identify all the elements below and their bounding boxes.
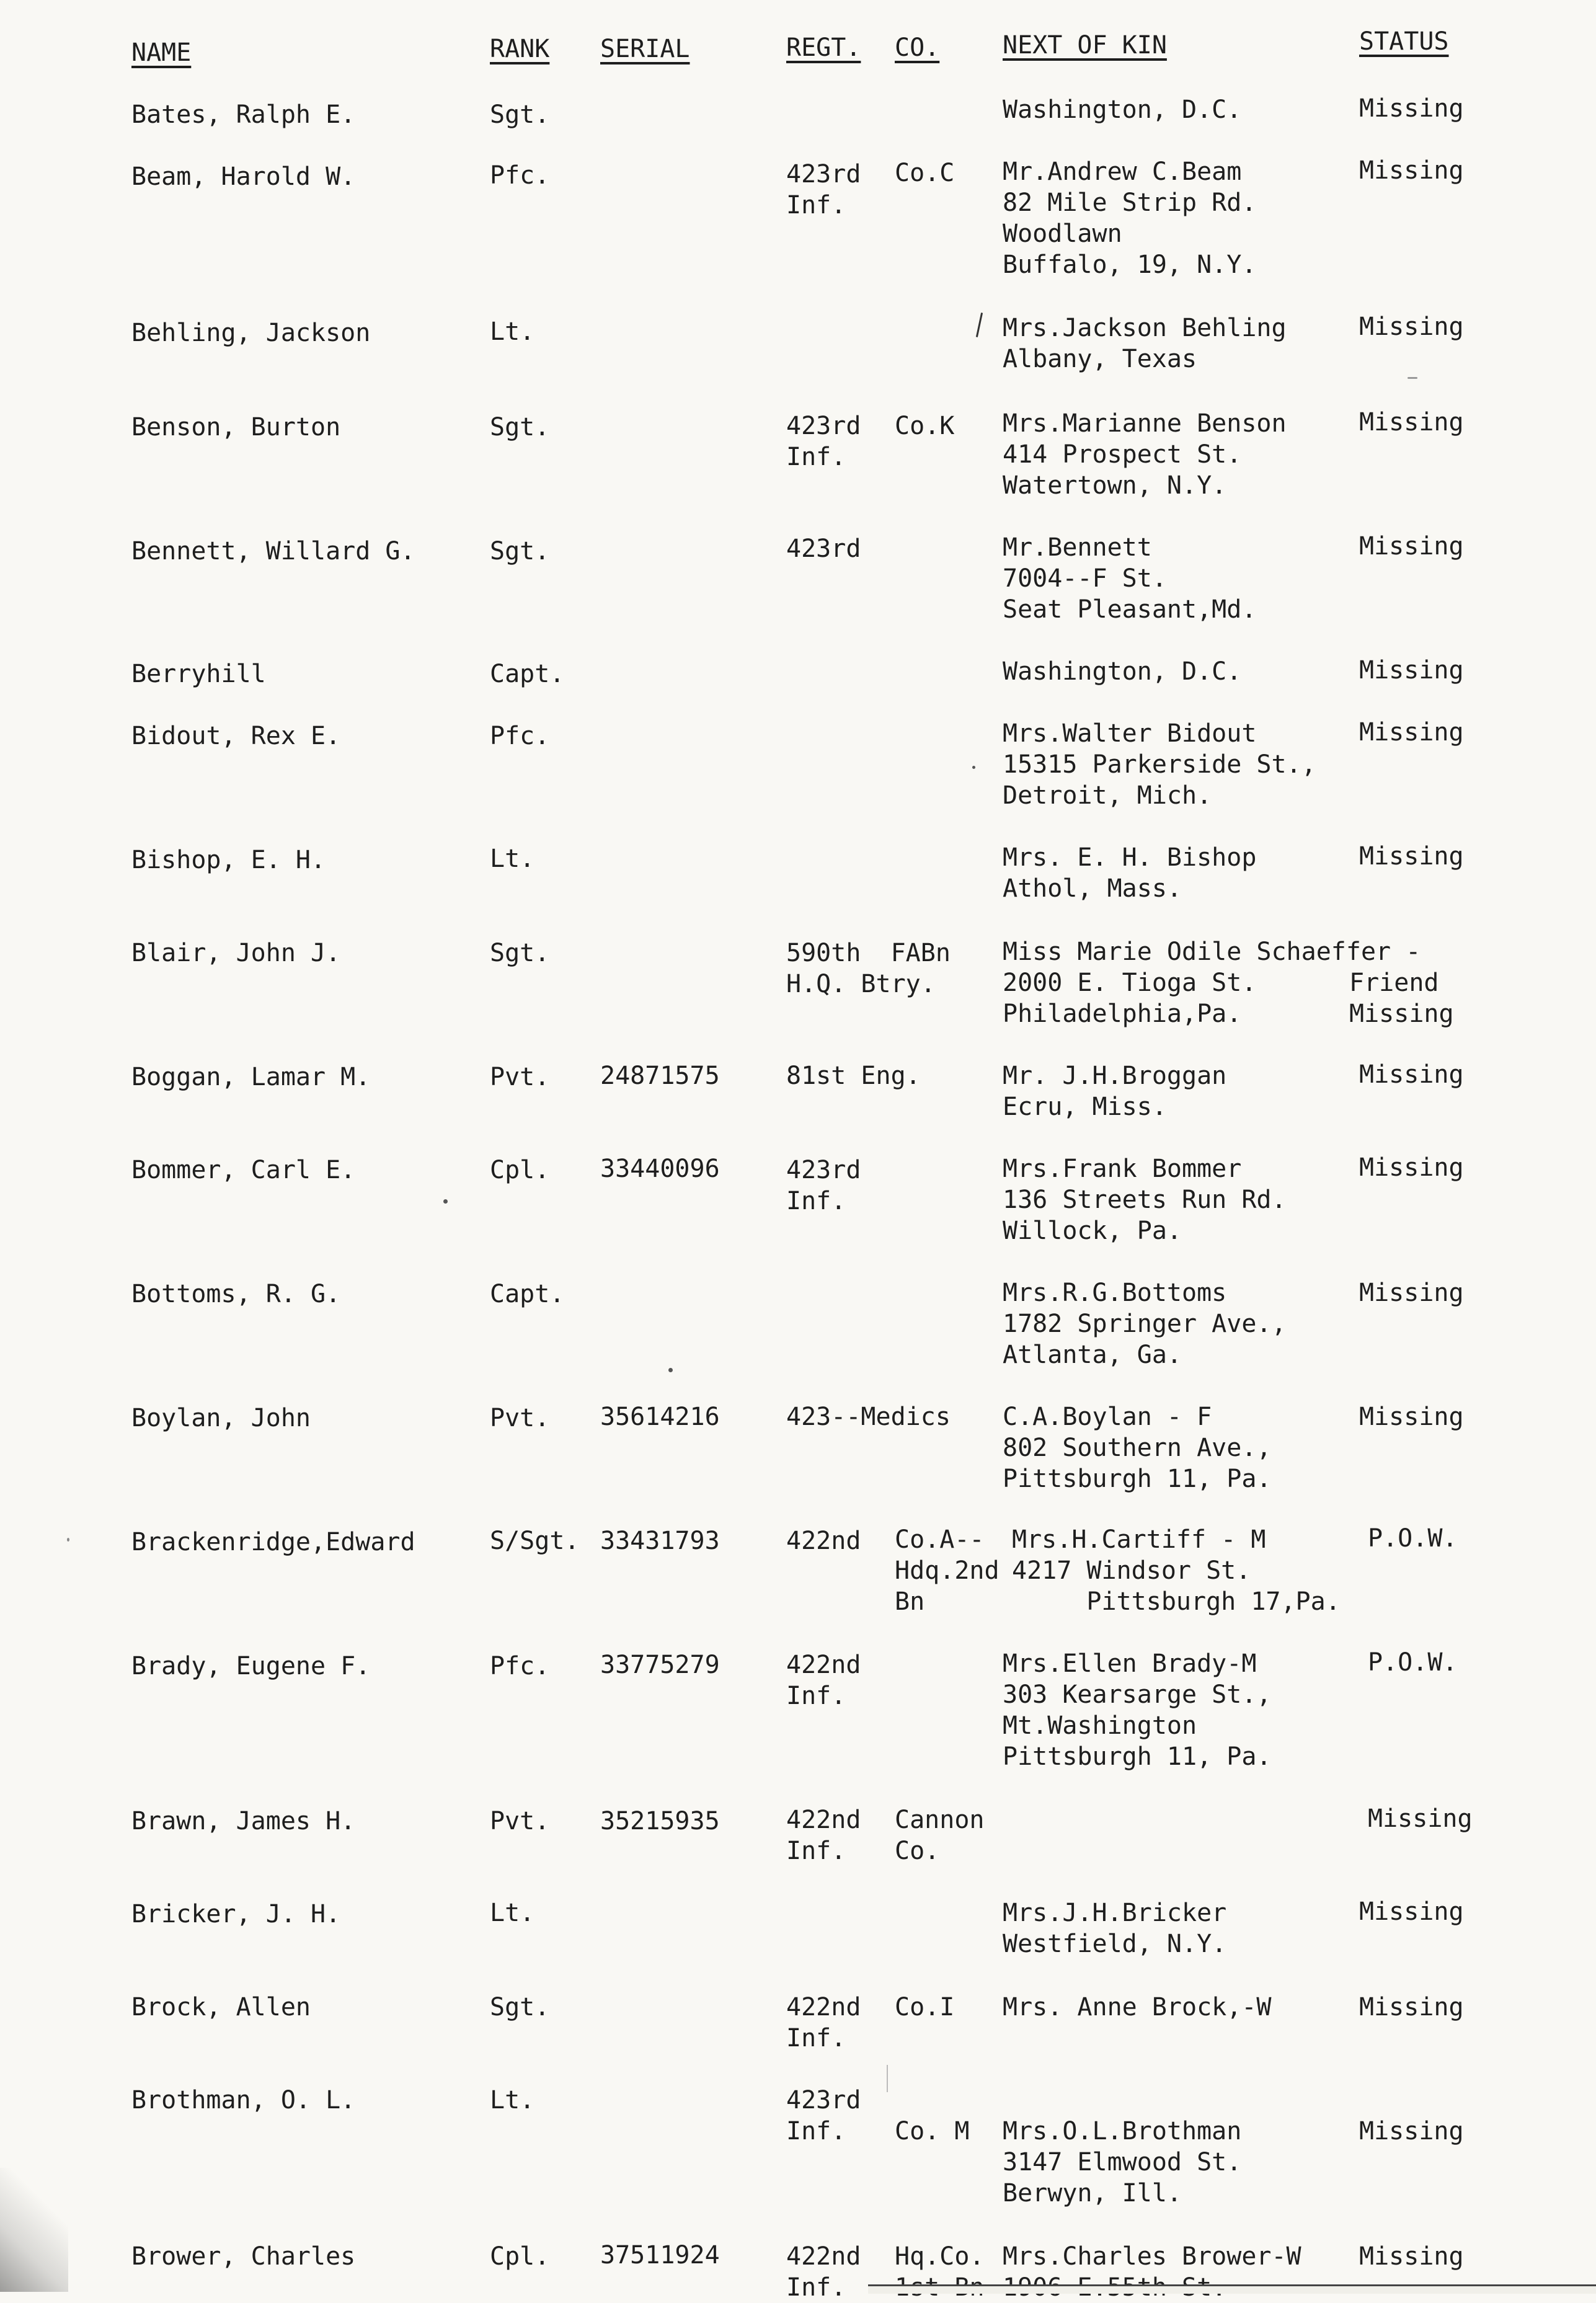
cell-rank: Pfc.: [490, 722, 550, 750]
cell-name: Behling, Jackson: [131, 319, 371, 347]
cell-status: P.O.W.: [1368, 1648, 1458, 1677]
cell-name: Bommer, Carl E.: [131, 1156, 356, 1184]
cell-next-of-kin: Mrs.Frank Bommer 136 Streets Run Rd. Willock, Pa.: [1003, 1155, 1287, 1245]
header-serial: SERIAL: [600, 35, 690, 63]
cell-next-of-kin: Mr.Andrew C.Beam 82 Mile Strip Rd. Woodlawn Buffalo, 19, N.Y.: [1003, 158, 1257, 279]
cell-next-of-kin: Mrs. Anne Brock,-W: [1003, 1993, 1272, 2021]
cell-regt: 590th FABn H.Q. Btry.: [786, 939, 951, 998]
cell-regt: 422nd Inf.: [786, 1993, 861, 2052]
cell-rank: Lt.: [490, 2086, 535, 2114]
cell-rank: Pvt.: [490, 1807, 550, 1835]
cell-status: Missing: [1359, 313, 1464, 341]
cell-co: Co.A-- Hdq.2nd Bn: [895, 1525, 1000, 1616]
cell-rank: Lt.: [490, 1899, 535, 1927]
cell-status: Missing: [1359, 2117, 1464, 2145]
cell-regt: 423rd Inf.: [786, 412, 861, 471]
cell-status: Missing: [1368, 1804, 1473, 1833]
cell-name: Bidout, Rex E.: [131, 722, 341, 750]
cell-status: Missing: [1359, 1060, 1464, 1089]
scan-speck: [1408, 377, 1417, 379]
cell-co: Co.K: [895, 412, 955, 440]
cell-next-of-kin: Mrs.Charles Brower-W: [1003, 2242, 1301, 2271]
header-next-of-kin: NEXT OF KIN: [1003, 31, 1167, 60]
cell-name: Brawn, James H.: [131, 1807, 356, 1835]
cell-name: Beam, Harold W.: [131, 162, 356, 191]
cell-name: Boggan, Lamar M.: [131, 1063, 371, 1091]
cell-serial: 33440096: [600, 1155, 720, 1183]
cell-name: Brock, Allen: [131, 1993, 311, 2021]
cell-status: Missing: [1359, 2242, 1464, 2271]
cell-rank: Sgt.: [490, 100, 550, 129]
cell-next-of-kin: Washington, D.C.: [1003, 657, 1242, 686]
cell-status: Missing: [1359, 656, 1464, 685]
header-status: STATUS: [1359, 27, 1449, 56]
cell-name: Blair, John J.: [131, 939, 341, 967]
cell-status: Missing: [1359, 94, 1464, 123]
cell-rank: Pvt.: [490, 1063, 550, 1091]
cell-rank: Pfc.: [490, 161, 550, 190]
cell-next-of-kin: Mrs.J.H.Bricker Westfield, N.Y.: [1003, 1899, 1227, 1958]
cell-serial: 35215935: [600, 1807, 720, 1835]
cell-serial: 33431793: [600, 1527, 720, 1555]
cell-rank: Pfc.: [490, 1652, 550, 1680]
scan-speck: [972, 766, 975, 769]
cell-name: Bricker, J. H.: [131, 1900, 341, 1928]
pen-mark: [976, 313, 983, 337]
cell-status: Missing: [1359, 1993, 1464, 2021]
cell-rank: Sgt.: [490, 939, 550, 967]
scan-speck: [443, 1199, 448, 1204]
header-rank: RANK: [490, 35, 550, 63]
cell-status: Missing: [1359, 718, 1464, 747]
cell-status: Missing: [1359, 1153, 1464, 1182]
cell-rank: S/Sgt.: [490, 1527, 580, 1555]
cell-co: Co.I: [895, 1993, 955, 2021]
cell-regt: 422nd Inf.: [786, 2242, 861, 2302]
cell-rank: Cpl.: [490, 2242, 550, 2271]
cell-next-of-kin: Mrs.H.Cartiff - M 4217 Windsor St. Pittsburgh 17,Pa.: [1012, 1525, 1341, 1616]
scan-speck: [67, 1538, 69, 1542]
cell-rank: Pvt.: [490, 1404, 550, 1432]
cell-co: Cannon Co.: [895, 1806, 985, 1865]
cell-regt: 423rd Inf.: [786, 1156, 861, 1215]
cell-serial: 33775279: [600, 1651, 720, 1679]
cell-next-of-kin: Washington, D.C.: [1003, 95, 1242, 124]
cell-name: Brady, Eugene F.: [131, 1652, 371, 1680]
cell-co: Hq.Co.: [895, 2242, 985, 2271]
cell-co: Co. M: [895, 2117, 970, 2145]
cell-status: P.O.W.: [1368, 1524, 1458, 1553]
cell-name: Bates, Ralph E.: [131, 100, 356, 129]
cell-regt: 422nd Inf.: [786, 1806, 861, 1865]
cell-name: Bennett, Willard G.: [131, 537, 415, 566]
scan-speck: [668, 1368, 673, 1372]
cell-regt: 422nd Inf.: [786, 1651, 861, 1710]
cell-serial: 35614216: [600, 1403, 720, 1431]
cell-status: Missing: [1359, 1897, 1464, 1926]
cell-next-of-kin: Mrs.O.L.Brothman 3147 Elmwood St. Berwyn, Ill.: [1003, 2117, 1242, 2208]
cell-serial: 24871575: [600, 1062, 720, 1090]
cell-next-of-kin: Mr.Bennett 7004--F St. Seat Pleasant,Md.: [1003, 533, 1257, 624]
cell-next-of-kin: C.A.Boylan - F 802 Southern Ave., Pittsburgh 11, Pa.: [1003, 1403, 1272, 1493]
cell-next-of-kin: Mrs.Walter Bidout 15315 Parkerside St., Detroit, Mich.: [1003, 719, 1316, 810]
cell-name: Brackenridge,Edward: [131, 1528, 415, 1556]
cell-rank: Sgt.: [490, 413, 550, 442]
page-edge: [868, 2284, 1596, 2294]
cell-rank: Lt.: [490, 317, 535, 346]
header-name: NAME: [131, 38, 192, 67]
cell-next-of-kin: Mrs.R.G.Bottoms 1782 Springer Ave., Atlanta, Ga.: [1003, 1279, 1287, 1369]
cell-co: Co.C: [895, 159, 955, 187]
cell-regt: 423rd Inf.: [786, 160, 861, 220]
cell-name: Boylan, John: [131, 1404, 311, 1432]
cell-regt: 423--Medics: [786, 1403, 951, 1431]
cell-status: Missing: [1359, 1279, 1464, 1307]
cell-status: Missing: [1359, 156, 1464, 185]
cell-status: Missing: [1359, 408, 1464, 437]
cell-rank: Capt.: [490, 1280, 565, 1308]
cell-status: Missing: [1359, 842, 1464, 871]
cell-next-of-kin: Mrs. E. H. Bishop Athol, Mass.: [1003, 843, 1257, 903]
scan-corner-shadow: [0, 2168, 68, 2292]
cell-next-of-kin: Mrs.Ellen Brady-M 303 Kearsarge St., Mt.Washington Pittsburgh 11, Pa.: [1003, 1649, 1272, 1771]
cell-status: Friend Missing: [1349, 969, 1454, 1028]
cell-next-of-kin: Miss Marie Odile Schaeffer - 2000 E. Tioga St. Philadelphia,Pa.: [1003, 938, 1421, 1028]
cell-rank: Lt.: [490, 845, 535, 873]
cell-next-of-kin: Mr. J.H.Broggan Ecru, Miss.: [1003, 1062, 1227, 1121]
cell-status: Missing: [1359, 532, 1464, 561]
pen-mark: [887, 2065, 888, 2092]
header-regt: REGT.: [786, 33, 861, 62]
cell-rank: Capt.: [490, 660, 565, 688]
cell-name: Brower, Charles: [131, 2242, 356, 2271]
cell-serial: 37511924: [600, 2241, 720, 2270]
header-co: CO.: [895, 33, 940, 62]
cell-regt: 81st Eng.: [786, 1062, 921, 1090]
cell-rank: Sgt.: [490, 1993, 550, 2021]
cell-next-of-kin: Mrs.Marianne Benson 414 Prospect St. Watertown, N.Y.: [1003, 409, 1287, 500]
cell-name: Berryhill: [131, 660, 266, 688]
cell-regt: 422nd: [786, 1527, 861, 1555]
cell-next-of-kin: Mrs.Jackson Behling Albany, Texas: [1003, 314, 1287, 373]
cell-rank: Cpl.: [490, 1156, 550, 1184]
cell-regt: 423rd Inf.: [786, 2086, 861, 2145]
cell-rank: Sgt.: [490, 537, 550, 566]
cell-name: Brothman, O. L.: [131, 2086, 356, 2114]
cell-status: Missing: [1359, 1403, 1464, 1431]
cell-name: Bishop, E. H.: [131, 846, 326, 874]
cell-name: Benson, Burton: [131, 413, 341, 442]
cell-name: Bottoms, R. G.: [131, 1280, 341, 1308]
cell-regt: 423rd: [786, 535, 861, 563]
